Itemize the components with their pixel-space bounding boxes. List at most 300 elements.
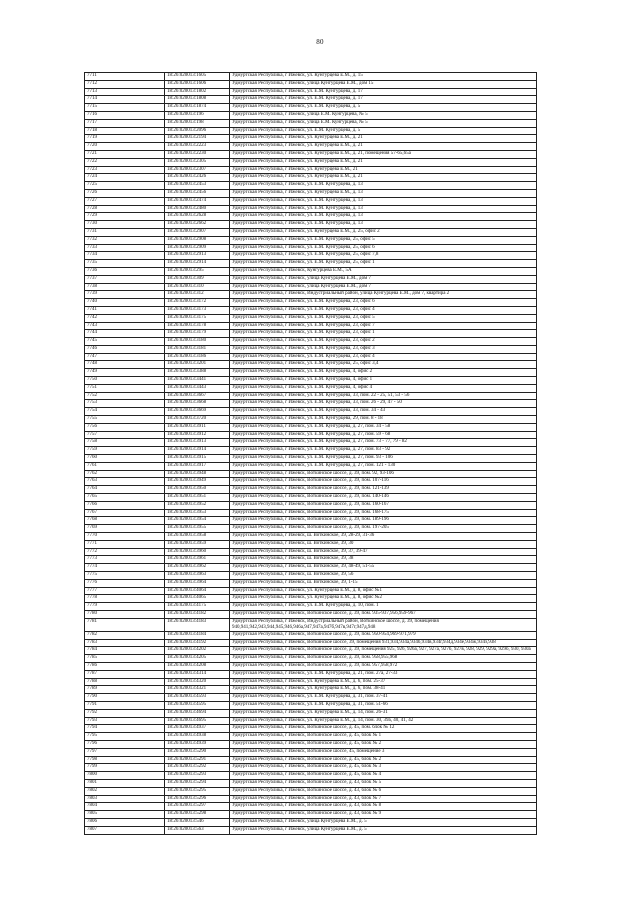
cadastral-number-cell: 18:26:020013:3912 [165,432,230,439]
address-cell: Удмуртская Республика, г Ижевск, Воткинское шоссе, 45, помещение 3 [230,749,537,756]
table-row [85,803,537,811]
cadastral-number-cell: 18:26:020013:4593 [165,694,230,701]
table-row [85,588,537,596]
cadastral-number-cell: 18:26:020013:3955 [165,525,230,532]
table-row [85,182,537,190]
address-cell: Удмуртская Республика, г Ижевск, ул. Е.М. Кунгурцева, 23, офис 2 [230,338,537,345]
row-number-cell: 7767 [85,510,165,517]
table-row [85,679,537,687]
cadastral-number-cell: 18:26:020013:3201 [165,361,230,368]
row-number-cell: 7721 [85,151,165,158]
cadastral-number-cell: 18:26:020013:5296 [165,796,230,803]
row-number-cell: 7716 [85,112,165,119]
address-cell: Удмуртская Республика, г Ижевск, ш. Воткинское, 39, 38 [230,556,537,563]
cadastral-number-cell: 18:26:020013:3172 [165,299,230,306]
address-cell: Удмуртская Республика, г Ижевск, ул. Е.М. Кунгурцева, д. 31, пом. 51-66 [230,702,537,709]
address-cell: Удмуртская Республика, г Ижевск, ул. Кунгурцева Е.М., д. 13 [230,190,537,197]
table-row [85,572,537,580]
address-cell: Удмуртская Республика, г Ижевск, ул. Е.М. Кунгурцева, д. 10, пом. 1 [230,603,537,610]
cadastral-number-cell: 18:26:020013:3964 [165,580,230,587]
cadastral-number-cell: 18:26:020013:4182 [165,611,230,618]
cadastral-number-cell: 18:26:020013:4938 [165,733,230,740]
address-cell: Удмуртская Республика, г Ижевск, ул. Е.М. Кунгурцева, 29, пом. 8 - 18 [230,416,537,423]
address-cell: Удмуртская Республика, г Ижевск, Воткинское шоссе, д. 45, пом. блок № 12 [230,725,537,732]
table-row [85,128,537,136]
cadastral-number-cell: 18:26:020013:2426 [165,174,230,181]
table-row [85,354,537,362]
address-cell: Удмуртская Республика, г Ижевск, Воткинское шоссе, д. 39, пом. 160-167 [230,502,537,509]
cadastral-number-cell: 18:26:020013:309 [165,276,230,283]
row-number-cell: 7788 [85,679,165,686]
address-cell: Удмуртская Республика, г Ижевск, ш. Воткинское, 39, 56 [230,572,537,579]
row-number-cell: 7755 [85,416,165,423]
address-cell: Удмуртская Республика, г Ижевск, ул. Е.М. Кунгурцева, д. 17 [230,89,537,96]
cadastral-number-cell: 18:26:020013:5293 [165,772,230,779]
table-row [85,330,537,338]
cadastral-number-cell: 18:26:020013:2662 [165,221,230,228]
table-row [85,268,537,276]
cadastral-number-cell: 18:26:020013:1802 [165,89,230,96]
cadastral-number-cell: 18:26:020013:2453 [165,182,230,189]
table-row [85,299,537,307]
table-row [85,174,537,182]
cadastral-number-cell: 18:26:020013:310 [165,284,230,291]
address-cell: Удмуртская Республика, г Ижевск, Воткинское шоссе, д. 39, пом. 189-196 [230,517,537,524]
table-row [85,510,537,518]
table-row [85,346,537,354]
table-row [85,694,537,702]
table-row [85,671,537,679]
cadastral-number-cell: 18:26:020013:3173 [165,307,230,314]
cadastral-number-cell: 18:26:020013:4595 [165,702,230,709]
table-row [85,647,537,655]
row-number-cell: 7805 [85,811,165,818]
cadastral-number-cell: 18:26:020013:3443 [165,385,230,392]
cadastral-number-cell: 18:26:020013:3915 [165,455,230,462]
page-number: 80 [316,38,324,46]
table-row [85,276,537,284]
address-cell: Удмуртская Республика, г Ижевск, улица Е.М. Кунгурцева, № 5 [230,112,537,119]
table-row [85,796,537,804]
table-row [85,710,537,718]
cadastral-number-cell: 18:26:020013:4314 [165,671,230,678]
cadastral-number-cell: 18:26:020013:3175 [165,315,230,322]
cadastral-number-cell: 18:26:020013:2907 [165,229,230,236]
cadastral-number-cell: 18:26:020013:3181 [165,346,230,353]
table-row [85,198,537,206]
table-row [85,416,537,424]
address-cell: Удмуртская Республика, г Ижевск, ул. Кунгурцева Е.М., д. 21, помещения 57-65,65а [230,151,537,158]
table-row [85,206,537,214]
address-cell: Удмуртская Республика, г Ижевск, Воткинское шоссе, д. 45, блок № 1 [230,733,537,740]
address-cell: Удмуртская Республика, г Ижевск, ул. Е.М. Кунгурцева, 4, офис 1 [230,377,537,384]
row-number-cell: 7759 [85,447,165,454]
cadastral-number-cell: 18:26:020013:5298 [165,811,230,818]
cadastral-number-cell: 18:26:020013:3186 [165,354,230,361]
address-cell: Удмуртская Республика, г Ижевск, ул. Е.М. Кунгурцева, 25, офис 5 [230,237,537,244]
address-cell: Удмуртская Республика, г Ижевск, Воткинское шоссе, д. 39, пом. 107-116 [230,478,537,485]
address-cell: Удмуртская Республика, г Ижевск, ул. Е.М. Кунгурцева, 25, офис 1 [230,260,537,267]
row-number-cell: 7802 [85,788,165,795]
address-cell: Удмуртская Республика, г Ижевск, ул. Е.М. Кунгурцева, 23, офис 3 [230,346,537,353]
address-cell: Удмуртская Республика, г Ижевск, ул. Кунгурцева Е.М., д. 8, офис №2 [230,595,537,602]
row-number-cell: 7752 [85,393,165,400]
address-cell: Удмуртская Республика, г Ижевск, ул. Кунгурцева Е.М., д. 21 [230,143,537,150]
row-number-cell: 7728 [85,206,165,213]
address-cell: Удмуртская Республика, г Ижевск, ул. Е.М. Кунгурцева, 23, офис 4 [230,354,537,361]
address-cell: Удмуртская Республика, г Ижевск, Индустриальный район, улица Кунгурцева Е.М., дом 7, квартира 2 [230,291,537,298]
address-cell: Удмуртская Республика, г Ижевск, Воткинское шоссе, д. 45, блок № 3 [230,764,537,771]
table-row [85,432,537,440]
address-cell: Удмуртская Республика, г Ижевск, Воткинское шоссе, д. 39, пом. 950-954,969-971,979 [230,632,537,639]
row-number-cell: 7757 [85,432,165,439]
cadastral-number-cell: 18:26:020013:295 [165,268,230,275]
address-cell: Удмуртская Республика, г Ижевск, ул. Е.М. Кунгурцева, 23, офис 5 [230,315,537,322]
address-cell: Удмуртская Республика, г Ижевск, Воткинское шоссе, д. 39, пом. 121-139 [230,486,537,493]
row-number-cell: 7793 [85,718,165,725]
cadastral-number-cell: 18:26:020013:5297 [165,803,230,810]
cadastral-number-cell: 18:26:020013:4202 [165,647,230,654]
row-number-cell: 7804 [85,803,165,810]
cadastral-number-cell: 18:26:020013:2223 [165,143,230,150]
address-cell: Удмуртская Республика, г Ижевск, ул. Кунгурцева Е.М., д. 8, офис №1 [230,588,537,595]
cadastral-number-cell: 18:26:020013:3963 [165,572,230,579]
address-cell: Удмуртская Республика, г Ижевск, ул. Кунгурцева Е.М., д. 21 [230,159,537,166]
cadastral-number-cell: 18:26:020013:4695 [165,718,230,725]
table-row [85,725,537,733]
address-cell: Удмуртская Республика, г Ижевск, Воткинское шоссе, д. 43, блок № 8 [230,803,537,810]
address-cell: Удмуртская Республика, г Ижевск, ул. Е.М. Кунгурцева, д. 31, пом. 37-41 [230,694,537,701]
address-cell: Удмуртская Республика, г Ижевск, улица Е.М. Кунгурцева, № 5 [230,120,537,127]
row-number-cell: 7801 [85,780,165,787]
cadastral-number-cell: 18:26:020013:4939 [165,741,230,748]
row-number-cell: 7742 [85,315,165,322]
cadastral-number-cell: 18:26:020013:3669 [165,408,230,415]
cadastral-number-cell: 18:26:020013:2914 [165,260,230,267]
table-row [85,229,537,237]
table-row [85,541,537,549]
row-number-cell: 7743 [85,323,165,330]
cadastral-number-cell: 18:26:020013:4321 [165,686,230,693]
cadastral-number-cell: 18:26:020013:312 [165,291,230,298]
row-number-cell: 7765 [85,494,165,501]
table-row [85,502,537,510]
address-cell: Удмуртская Республика, г Ижевск, улица Кунгурцева Е.М., д. 5 [230,827,537,834]
address-cell: Удмуртская Республика, г Ижевск, Воткинское шоссе, д. 43, блок № 9 [230,811,537,818]
cadastral-number-cell: 18:26:020013:2305 [165,159,230,166]
table-row [85,580,537,588]
row-number-cell: 7722 [85,159,165,166]
cadastral-number-cell: 18:26:020013:2194 [165,135,230,142]
address-cell: Удмуртская Республика, г Ижевск, ш. Воткинское, 39, 48-49, 51-55 [230,564,537,571]
cadastral-number-cell: 18:26:020013:3720 [165,416,230,423]
address-cell: Удмуртская Республика, г Ижевск, ул. Кунгурцева Е.М., д. 21 [230,174,537,181]
table-row [85,595,537,603]
cadastral-number-cell: 18:26:020013:4065 [165,595,230,602]
address-cell: Удмуртская Республика, г Ижевск, ул. Е.М. Кунгурцева, 33, пом. 34 - 43 [230,408,537,415]
row-number-cell: 7735 [85,260,165,267]
row-number-cell: 7715 [85,104,165,111]
row-number-cell: 7803 [85,796,165,803]
address-cell: Удмуртская Республика, г Ижевск, ул. Е.М. Кунгурцева, д. 27, пом. 73 - 77, 79 - 82 [230,439,537,446]
row-number-cell: 7799 [85,764,165,771]
cadastral-number-cell: 18:26:020013:3668 [165,400,230,407]
address-cell: Удмуртская Республика, г Ижевск, ул. Е.М. Кунгурцева, д. 17 [230,96,537,103]
table-row [85,338,537,346]
row-number-cell: 7731 [85,229,165,236]
cadastral-number-cell: 18:26:020013:1874 [165,104,230,111]
row-number-cell: 7734 [85,252,165,259]
address-cell: Удмуртская Республика, г Ижевск, Воткинское шоссе, д. 43, блок № 5 [230,780,537,787]
address-cell: Удмуртская Республика, г Ижевск, ул. Е.М. Кунгурцева, д. 13 [230,198,537,205]
table-row [85,811,537,819]
address-cell: Удмуртская Республика, г Ижевск, ул. Е.М. Кунгурцева, д. 13 [230,221,537,228]
row-number-cell: 7739 [85,291,165,298]
address-cell: Удмуртская Республика, г Ижевск, Воткинское шоссе, д. 39, пом. 958,955,968 [230,655,537,662]
row-number-cell: 7797 [85,749,165,756]
address-cell: Удмуртская Республика, г Ижевск, Воткинское шоссе, д. 39, пом. 935-937,956,959-967 [230,611,537,618]
address-cell: Удмуртская Республика, г Ижевск, ул. Е.М. Кунгурцева, 33, пом. 26 - 29, 47 - 50 [230,400,537,407]
table-row [85,686,537,694]
row-number-cell: 7744 [85,330,165,337]
row-number-cell: 7776 [85,580,165,587]
table-row [85,439,537,447]
table-row [85,764,537,772]
row-number-cell: 7747 [85,354,165,361]
cadastral-number-cell: 18:26:020013:5294 [165,780,230,787]
row-number-cell: 7770 [85,533,165,540]
cadastral-number-cell: 18:26:020013:3178 [165,323,230,330]
row-number-cell: 7713 [85,89,165,96]
table-row [85,471,537,479]
address-cell: Удмуртская Республика, г Ижевск, Воткинское шоссе, д. 39, помещения 925, 926, 926а, 927, 927а, 927б, 927в, 928, 929, 929а, 929б, 930, 930а [230,647,537,654]
cadastral-number-cell: 18:26:020013:3441 [165,377,230,384]
address-cell: Удмуртская Республика, г Ижевск, ул. Е.М. Кунгурцева, 23, офис 1 [230,330,537,337]
cadastral-number-cell: 18:26:020013:3179 [165,330,230,337]
cadastral-number-cell: 18:26:020013:4184 [165,632,230,639]
address-cell: Удмуртская Республика, г Ижевск, ул. Кунгурцева Е.М., 21 [230,167,537,174]
table-row [85,96,537,104]
address-cell: Удмуртская Республика, г Ижевск, Воткинское шоссе, д. 45, блок № 2 [230,741,537,748]
table-row [85,112,537,120]
address-cell: Удмуртская Республика, г Ижевск, ул. Кунгурцева Е.М., д. 14, пом. 30, 39а, 40, 41, 42 [230,718,537,725]
row-number-cell: 7740 [85,299,165,306]
cadastral-number-cell: 18:26:020013:563 [165,827,230,834]
row-number-cell: 7784 [85,647,165,654]
table-row [85,463,537,471]
row-number-cell: 7786 [85,663,165,670]
cadastral-number-cell: 18:26:020013:3917 [165,463,230,470]
table-row [85,385,537,393]
table-row [85,819,537,827]
table-row [85,564,537,572]
row-number-cell: 7807 [85,827,165,834]
cadastral-number-cell: 18:26:020013:3958 [165,533,230,540]
table-row [85,369,537,377]
row-number-cell: 7723 [85,167,165,174]
table-row [85,424,537,432]
address-cell: Удмуртская Республика, г Ижевск, ул. Кунгурцева Е.М., д. 14, пом. 26-31 [230,710,537,717]
row-number-cell: 7791 [85,702,165,709]
address-cell: Удмуртская Республика, г Ижевск, ул. Е.М. Кунгурцева, д. 5 [230,128,537,135]
cadastral-number-cell: 18:26:020013:3667 [165,393,230,400]
address-cell: Удмуртская Республика, г Ижевск, ул. Кунгурцева Е.М., д. 6, пом. 25-37 [230,679,537,686]
address-cell: Удмуртская Республика, г Ижевск, Воткинское шоссе, д. 39, пом. 92, 93-106 [230,471,537,478]
table-row [85,245,537,253]
row-number-cell: 7749 [85,369,165,376]
address-cell: Удмуртская Республика, г Ижевск, Воткинское шоссе, д. 39, пом. 197-205 [230,525,537,532]
cadastral-number-cell: 18:26:020013:1808 [165,96,230,103]
row-number-cell: 7795 [85,733,165,740]
cadastral-number-cell: 18:26:020013:5295 [165,788,230,795]
cadastral-number-cell: 18:26:020013:3959 [165,541,230,548]
cadastral-number-cell: 18:26:020013:5291 [165,757,230,764]
table-row [85,827,537,835]
table-row [85,663,537,671]
row-number-cell: 7733 [85,245,165,252]
table-row [85,151,537,159]
row-number-cell: 7782 [85,632,165,639]
table-row [85,89,537,97]
row-number-cell: 7783 [85,640,165,647]
address-cell: Удмуртская Республика, г Ижевск, Кунгурцева Е.М., 5А [230,268,537,275]
row-number-cell: 7800 [85,772,165,779]
cadastral-number-cell: 18:26:020013:4192 [165,640,230,647]
table-row [85,81,537,89]
cadastral-number-cell: 18:26:020013:2096 [165,128,230,135]
address-cell: Удмуртская Республика, г Ижевск, ул. Е.М. Кунгурцева, 4, офис 4 [230,385,537,392]
address-cell: Удмуртская Республика, г Ижевск, ул. Е.М. Кунгурцева, д. 27, пом. 34 - 58 [230,424,537,431]
row-number-cell: 7718 [85,128,165,135]
table-row [85,400,537,408]
cadastral-number-cell: 18:26:020013:3913 [165,439,230,446]
table-row [85,757,537,765]
row-number-cell: 7751 [85,385,165,392]
table-row [85,619,537,632]
table-row [85,73,537,81]
row-number-cell: 7779 [85,603,165,610]
row-number-cell: 7712 [85,81,165,88]
table-row [85,655,537,663]
table-row [85,135,537,143]
row-number-cell: 7761 [85,463,165,470]
row-number-cell: 7762 [85,471,165,478]
row-number-cell: 7780 [85,611,165,618]
address-cell: Удмуртская Республика, г Ижевск, Индустриальный район, Воткинское шоссе, д. 39, помещения 940,941,942,943,944,945,946,946а,947,947а,947б,947в,947г,947д,948 [230,619,537,631]
row-number-cell: 7777 [85,588,165,595]
table-row [85,517,537,525]
cadastral-number-cell: 18:26:020013:4183 [165,619,230,631]
row-number-cell: 7737 [85,276,165,283]
row-number-cell: 7806 [85,819,165,826]
cadastral-number-cell: 18:26:020013:4175 [165,603,230,610]
cadastral-number-cell: 18:26:020013:2230 [165,151,230,158]
table-row [85,104,537,112]
row-number-cell: 7753 [85,400,165,407]
cadastral-number-cell: 18:26:020013:4937 [165,725,230,732]
row-number-cell: 7798 [85,757,165,764]
address-cell: Удмуртская Республика, г Ижевск, улица Кунгурцева Е.М., дом 15 [230,81,537,88]
row-number-cell: 7732 [85,237,165,244]
address-cell: Удмуртская Республика, г Ижевск, ул. Е.М. Кунгурцева, д. 27, пом. 83 - 92 [230,447,537,454]
row-number-cell: 7787 [85,671,165,678]
table-row [85,780,537,788]
table-row [85,549,537,557]
cadastral-number-cell: 18:26:020013:546 [165,819,230,826]
row-number-cell: 7792 [85,710,165,717]
cadastral-number-cell: 18:26:020013:3953 [165,510,230,517]
address-cell: Удмуртская Республика, г Ижевск, ул. Е.М. Кунгурцева, 25, офис 3,4 [230,361,537,368]
address-cell: Удмуртская Республика, г Ижевск, ул. Е.М. Кунгурцева, д. 27, пом. 59 - 68 [230,432,537,439]
cadastral-number-cell: 18:26:020013:2628 [165,213,230,220]
address-cell: Удмуртская Республика, г Ижевск, улица Кунгурцева Е.М., д. 5 [230,819,537,826]
address-cell: Удмуртская Республика, г Ижевск, Воткинское шоссе, д. 43, блок № 7 [230,796,537,803]
row-number-cell: 7766 [85,502,165,509]
cadastral-number-cell: 18:26:020013:4694 [165,710,230,717]
cadastral-number-cell: 18:26:020013:3388 [165,369,230,376]
cadastral-number-cell: 18:26:020013:4208 [165,663,230,670]
row-number-cell: 7789 [85,686,165,693]
row-number-cell: 7729 [85,213,165,220]
address-cell: Удмуртская Республика, г Ижевск, Воткинское шоссе, д. 43, блок № 6 [230,788,537,795]
address-cell: Удмуртская Республика, г Ижевск, ул. Е.М. Кунгурцева, д. 27, пом. 121 - 130 [230,463,537,470]
address-cell: Удмуртская Республика, г Ижевск, Воткинское шоссе, д. 39, пом. 168-175 [230,510,537,517]
table-row [85,702,537,710]
cadastral-number-cell: 18:26:020013:4320 [165,679,230,686]
register-table [84,72,537,835]
row-number-cell: 7771 [85,541,165,548]
cadastral-number-cell: 18:26:020013:3950 [165,486,230,493]
row-number-cell: 7741 [85,307,165,314]
cadastral-number-cell: 18:26:020013:2908 [165,237,230,244]
address-cell: Удмуртская Республика, г Ижевск, ул. Е.М. Кунгурцева, 4, офис 2 [230,369,537,376]
cadastral-number-cell: 18:26:020013:2474 [165,198,230,205]
table-row [85,260,537,268]
row-number-cell: 7790 [85,694,165,701]
table-row [85,741,537,749]
row-number-cell: 7727 [85,198,165,205]
address-cell: Удмуртская Республика, г Ижевск, ш. Воткинское, 39, 1-15 [230,580,537,587]
row-number-cell: 7750 [85,377,165,384]
cadastral-number-cell: 18:26:020013:2913 [165,252,230,259]
address-cell: Удмуртская Республика, г Ижевск, ул. Е.М. Кунгурцева, 25, офис 7,8 [230,252,537,259]
address-cell: Удмуртская Республика, г Ижевск, ул. Е.М. Кунгурцева, д. 27, пом. 93 - 106 [230,455,537,462]
table-row [85,307,537,315]
row-number-cell: 7748 [85,361,165,368]
table-row [85,377,537,385]
row-number-cell: 7774 [85,564,165,571]
row-number-cell: 7714 [85,96,165,103]
row-number-cell: 7711 [85,73,165,80]
address-cell: Удмуртская Республика, г Ижевск, Воткинское шоссе, д. 39, пом. 957,958,972 [230,663,537,670]
cadastral-number-cell: 18:26:020013:3951 [165,494,230,501]
table-row [85,533,537,541]
table-row [85,632,537,640]
row-number-cell: 7754 [85,408,165,415]
row-number-cell: 7764 [85,486,165,493]
table-row [85,361,537,369]
table-row [85,190,537,198]
address-cell: Удмуртская Республика, г Ижевск, ш. Воткинское, 39, 37, 39-47 [230,549,537,556]
cadastral-number-cell: 18:26:020013:3911 [165,424,230,431]
address-cell: Удмуртская Республика, г Ижевск, ул. Е.М. Кунгурцева, д. 13 [230,182,537,189]
cadastral-number-cell: 18:26:020013:3949 [165,478,230,485]
table-row [85,525,537,533]
cadastral-number-cell: 18:26:020013:1606 [165,81,230,88]
cadastral-number-cell: 18:26:020013:3180 [165,338,230,345]
cadastral-number-cell: 18:26:020013:1605 [165,73,230,80]
cadastral-number-cell: 18:26:020013:198 [165,120,230,127]
